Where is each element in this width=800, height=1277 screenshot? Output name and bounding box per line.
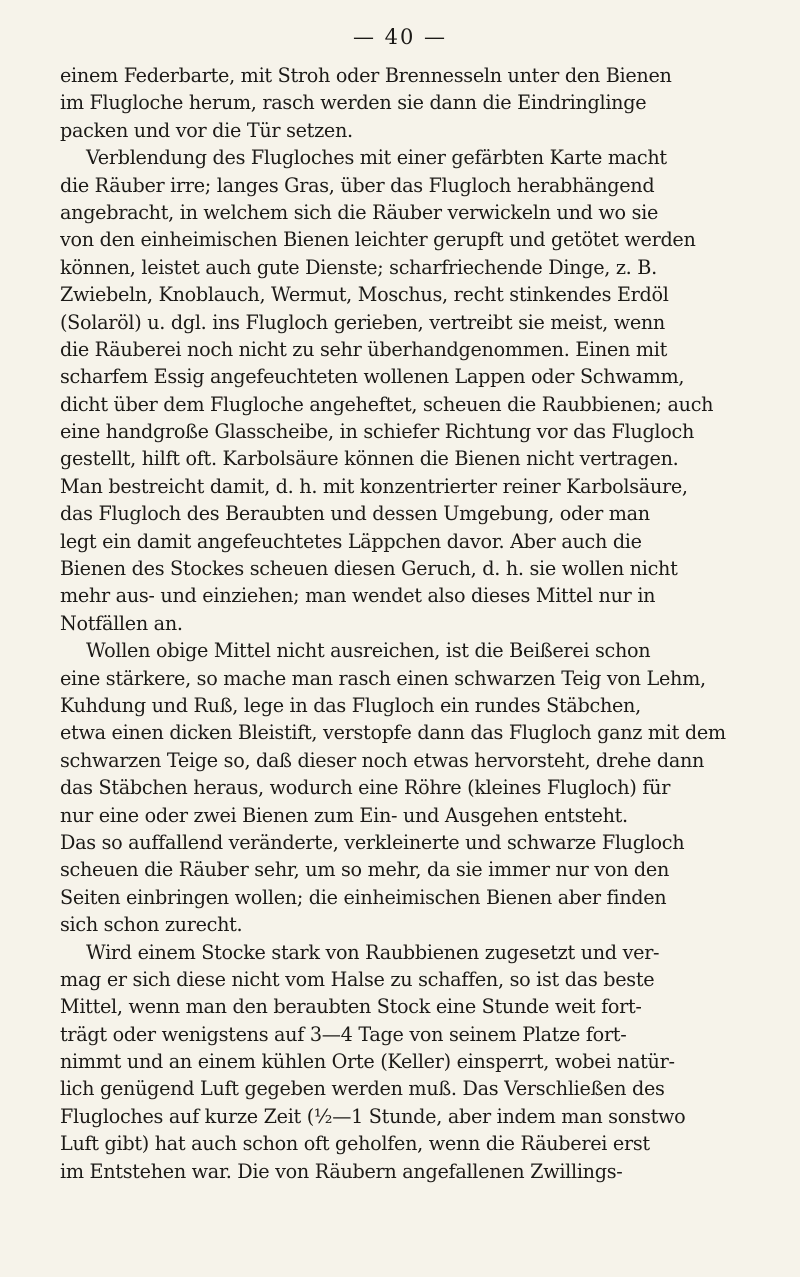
- text-line: im Flugloche herum, rasch werden sie dann die Eindringlinge: [60, 91, 647, 115]
- text-line: nimmt und an einem kühlen Orte (Keller) einsperrt, wobei natür-: [60, 1050, 675, 1074]
- text-line: Zwiebeln, Knoblauch, Wermut, Moschus, recht stinkendes Erdöl: [60, 283, 669, 307]
- text-line: Verblendung des Flugloches mit einer gefärbten Karte macht: [86, 146, 667, 170]
- text-line: lich genügend Luft gegeben werden muß. Das Verschließen des: [60, 1077, 665, 1101]
- text-line: einem Federbarte, mit Stroh oder Brennesseln unter den Bienen: [60, 64, 672, 87]
- text-line: im Entstehen war. Die von Räubern angefallenen Zwillings-: [60, 1159, 623, 1183]
- text-line: dicht über dem Flugloche angeheftet, scheuen die Raubbienen; auch: [60, 392, 714, 416]
- text-line: legt ein damit angefeuchtetes Läppchen davor. Aber auch die: [60, 529, 642, 553]
- text-line: von den einheimischen Bienen leichter gerupft und getötet werden: [60, 228, 696, 252]
- text-line: (Solaröl) u. dgl. ins Flugloch gerieben, vertreibt sie meist, wenn: [60, 310, 665, 334]
- text-line: Luft gibt) hat auch schon oft geholfen, wenn die Räuberei erst: [60, 1132, 650, 1156]
- text-line: schwarzen Teige so, daß dieser noch etwas hervorsteht, drehe dann: [60, 748, 705, 772]
- text-line: sich schon zurecht.: [60, 913, 243, 937]
- text-line: Kuhdung und Ruß, lege in das Flugloch ein rundes Stäbchen,: [60, 693, 641, 717]
- paragraph: [60, 144, 740, 637]
- text-line: packen und vor die Tür setzen.: [60, 118, 353, 142]
- paragraph: [60, 62, 740, 144]
- text-line: mehr aus- und einziehen; man wendet also dieses Mittel nur in: [60, 584, 656, 608]
- text-line: eine handgroße Glasscheibe, in schiefer Richtung vor das Flugloch: [60, 420, 695, 444]
- text-line: Wird einem Stocke stark von Raubbienen zugesetzt und ver-: [86, 940, 660, 964]
- text-line: Man bestreicht damit, d. h. mit konzentrierter reiner Karbolsäure,: [60, 474, 688, 498]
- text-line: die Räuber irre; langes Gras, über das Flugloch herabhängend: [60, 173, 655, 197]
- text-line: Seiten einbringen wollen; die einheimischen Bienen aber finden: [60, 885, 667, 909]
- text-line: trägt oder wenigstens auf 3—4 Tage von seinem Platze fort-: [60, 1022, 627, 1046]
- text-line: Wollen obige Mittel nicht ausreichen, ist die Beißerei schon: [86, 639, 651, 663]
- text-line: mag er sich diese nicht vom Halse zu schaffen, so ist das beste: [60, 967, 655, 991]
- text-line: können, leistet auch gute Dienste; scharfriechende Dinge, z. B.: [60, 255, 657, 279]
- text-line: das Flugloch des Beraubten und dessen Umgebung, oder man: [60, 502, 650, 526]
- text-line: scheuen die Räuber sehr, um so mehr, da sie immer nur von den: [60, 858, 670, 882]
- text-line: scharfem Essig angefeuchteten wollenen Lappen oder Schwamm,: [60, 365, 685, 389]
- page-number: — 40 —: [352, 25, 448, 49]
- text-line: Mittel, wenn man den beraubten Stock eine Stunde weit fort-: [60, 995, 642, 1019]
- text-line: gestellt, hilft oft. Karbolsäure können die Bienen nicht vertragen.: [60, 447, 679, 471]
- paragraph: [60, 637, 740, 938]
- paragraph: [60, 939, 740, 1186]
- text-line: etwa einen dicken Bleistift, verstopfe dann das Flugloch ganz mit dem: [60, 721, 726, 745]
- text-line: Notfällen an.: [60, 611, 183, 635]
- text-line: Bienen des Stockes scheuen diesen Geruch, d. h. sie wollen nicht: [60, 557, 678, 581]
- body-text: [60, 62, 740, 1185]
- text-line: das Stäbchen heraus, wodurch eine Röhre (kleines Flugloch) für: [60, 776, 671, 800]
- text-line: Flugloches auf kurze Zeit (½—1 Stunde, aber indem man sonstwo: [60, 1104, 686, 1128]
- text-line: nur eine oder zwei Bienen zum Ein- und Ausgehen entsteht.: [60, 803, 628, 827]
- text-line: eine stärkere, so mache man rasch einen schwarzen Teig von Lehm,: [60, 666, 706, 690]
- text-line: angebracht, in welchem sich die Räuber verwickeln und wo sie: [60, 200, 659, 224]
- text-line: Das so auffallend veränderte, verkleinerte und schwarze Flugloch: [60, 830, 685, 854]
- text-line: die Räuberei noch nicht zu sehr überhandgenommen. Einen mit: [60, 337, 667, 361]
